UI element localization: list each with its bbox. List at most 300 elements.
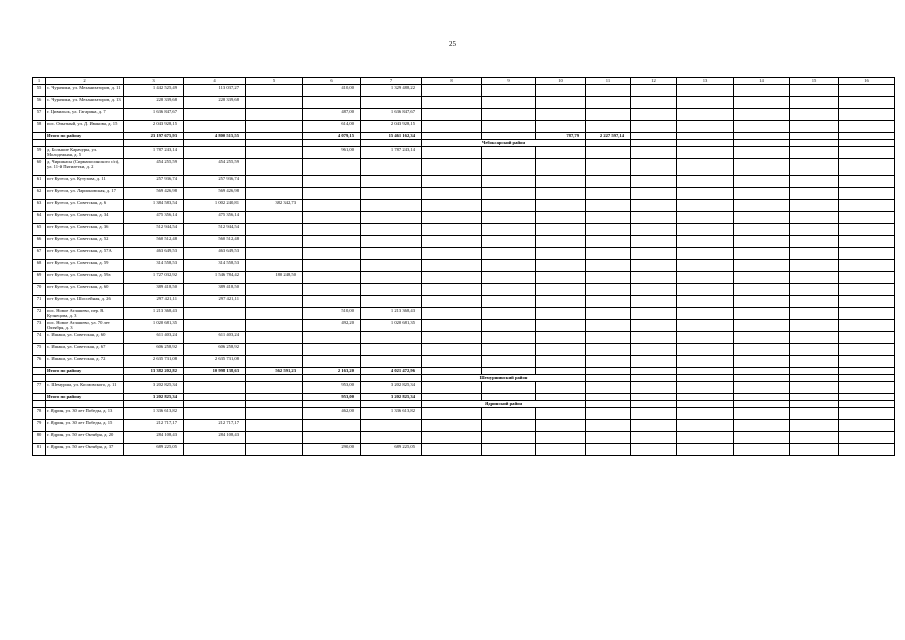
amount-cell: 1 336 613,82 [361, 408, 422, 420]
address-cell: пгт Кугеси, ул. Советская, д. 36 [46, 224, 124, 236]
amount-cell: 2 043 928,15 [124, 121, 184, 133]
amount-cell [631, 176, 677, 188]
row-number [33, 394, 46, 401]
amount-cell: 3 202 825,34 [361, 394, 422, 401]
row-number [33, 368, 46, 375]
amount-cell [839, 97, 895, 109]
amount-cell: 1 020 681,35 [124, 320, 184, 332]
table-cell [361, 375, 422, 382]
amount-cell [361, 432, 422, 444]
table-row [33, 176, 895, 188]
amount-cell: 2 227 597,14 [586, 133, 631, 140]
amount-cell [734, 356, 790, 368]
amount-cell: 492,20 [303, 320, 361, 332]
amount-cell: 212 717,17 [124, 420, 184, 432]
amount-cell [790, 176, 839, 188]
amount-cell [482, 212, 536, 224]
district-header-row [33, 140, 895, 147]
amount-cell: 569 426,98 [184, 188, 246, 200]
amount-cell [677, 200, 734, 212]
amount-cell: 1 727 032,92 [124, 272, 184, 284]
amount-cell [422, 344, 482, 356]
amount-cell [482, 109, 536, 121]
amount-cell [790, 236, 839, 248]
register-table [32, 77, 895, 456]
amount-cell [361, 420, 422, 432]
amount-cell [677, 444, 734, 456]
amount-cell [422, 248, 482, 260]
amount-cell: 1 636 847,67 [361, 109, 422, 121]
amount-cell [790, 320, 839, 332]
amount-cell: 10 998 138,63 [184, 368, 246, 375]
amount-cell [734, 344, 790, 356]
amount-cell [303, 176, 361, 188]
amount-cell [246, 296, 303, 308]
amount-cell [422, 320, 482, 332]
table-cell [734, 140, 790, 147]
amount-cell [246, 432, 303, 444]
amount-cell [677, 133, 734, 140]
amount-cell [482, 121, 536, 133]
amount-cell: 560 512,48 [184, 236, 246, 248]
district-name: Шемуршинский район [422, 375, 586, 382]
amount-cell [734, 97, 790, 109]
amount-cell [631, 212, 677, 224]
amount-cell [677, 159, 734, 176]
address-cell: пгт Кугеси, ул. Кутузова, д. 11 [46, 176, 124, 188]
amount-cell: 2 635 731,08 [124, 356, 184, 368]
amount-cell [631, 133, 677, 140]
amount-cell [631, 382, 677, 394]
amount-cell: 1 336 613,82 [124, 408, 184, 420]
amount-cell: 1 213 368,43 [361, 308, 422, 320]
amount-cell [361, 248, 422, 260]
amount-cell [677, 121, 734, 133]
table-cell [790, 140, 839, 147]
amount-cell [790, 212, 839, 224]
amount-cell [790, 188, 839, 200]
table-cell [677, 140, 734, 147]
amount-cell [422, 133, 482, 140]
amount-cell [246, 121, 303, 133]
table-row [33, 260, 895, 272]
amount-cell [631, 260, 677, 272]
address-cell: пгт Кугеси, ул. Ларионовская, д. 17 [46, 188, 124, 200]
table-row [33, 224, 895, 236]
amount-cell: 562 591,23 [246, 368, 303, 375]
row-number: 77 [33, 382, 46, 394]
amount-cell [839, 332, 895, 344]
amount-cell [631, 188, 677, 200]
address-cell: с. Ишаки, ул. Советская, д. 72 [46, 356, 124, 368]
table-row [33, 382, 895, 394]
table-cell [790, 375, 839, 382]
amount-cell [734, 212, 790, 224]
amount-cell [790, 332, 839, 344]
amount-cell [246, 382, 303, 394]
column-number-cell: 5 [246, 78, 303, 85]
amount-cell [422, 356, 482, 368]
address-cell: пгт Кугеси, ул. Советская, д. 60 [46, 284, 124, 296]
amount-cell [631, 248, 677, 260]
amount-cell [361, 159, 422, 176]
amount-cell [631, 85, 677, 97]
table-row [33, 147, 895, 159]
amount-cell [303, 97, 361, 109]
table-cell [790, 401, 839, 408]
amount-cell [734, 188, 790, 200]
address-cell: пгт Кугеси, ул. Советская, д. 59 [46, 260, 124, 272]
amount-cell [839, 408, 895, 420]
amount-cell [536, 368, 586, 375]
amount-cell: 1 636 847,67 [124, 109, 184, 121]
amount-cell: 689 225,05 [361, 444, 422, 456]
amount-cell [184, 382, 246, 394]
amount-cell [246, 97, 303, 109]
amount-cell [734, 260, 790, 272]
amount-cell: 614,00 [303, 121, 361, 133]
amount-cell [839, 121, 895, 133]
amount-cell [482, 368, 536, 375]
amount-cell [246, 212, 303, 224]
amount-cell [839, 308, 895, 320]
amount-cell [790, 147, 839, 159]
row-number: 58 [33, 121, 46, 133]
amount-cell [586, 85, 631, 97]
amount-cell [482, 272, 536, 284]
amount-cell: 228 339,68 [184, 97, 246, 109]
amount-cell [422, 212, 482, 224]
amount-cell [586, 408, 631, 420]
amount-cell [631, 420, 677, 432]
amount-cell [734, 320, 790, 332]
amount-cell [586, 284, 631, 296]
row-number: 79 [33, 420, 46, 432]
amount-cell [631, 159, 677, 176]
amount-cell [586, 296, 631, 308]
amount-cell [631, 284, 677, 296]
amount-cell [536, 121, 586, 133]
address-cell: с. Шемурша, ул. Космовского, д. 11 [46, 382, 124, 394]
amount-cell [631, 408, 677, 420]
address-cell: с. Чурачики, ул. Механизаторов, д. 13 [46, 97, 124, 109]
amount-cell [677, 224, 734, 236]
amount-cell [246, 444, 303, 456]
amount-cell: 787,79 [536, 133, 586, 140]
column-number-cell: 2 [46, 78, 124, 85]
amount-cell: 1 442 525,49 [124, 85, 184, 97]
amount-cell: 512 944,54 [124, 224, 184, 236]
amount-cell [246, 188, 303, 200]
amount-cell [734, 272, 790, 284]
amount-cell [677, 394, 734, 401]
amount-cell [422, 176, 482, 188]
amount-cell [631, 444, 677, 456]
amount-cell [422, 85, 482, 97]
amount-cell [184, 147, 246, 159]
table-cell [631, 375, 677, 382]
amount-cell [586, 356, 631, 368]
amount-cell [734, 368, 790, 375]
amount-cell [734, 444, 790, 456]
amount-cell [482, 320, 536, 332]
amount-cell [790, 109, 839, 121]
amount-cell [361, 212, 422, 224]
amount-cell [790, 408, 839, 420]
amount-cell [586, 320, 631, 332]
amount-cell: 15 461 162,34 [361, 133, 422, 140]
total-label: Итого по району [46, 394, 124, 401]
address-cell: пгт Кугеси, ул. Советская, д. 6 [46, 200, 124, 212]
amount-cell [734, 200, 790, 212]
row-number: 70 [33, 284, 46, 296]
amount-cell [184, 394, 246, 401]
amount-cell [303, 159, 361, 176]
table-row [33, 408, 895, 420]
amount-cell [536, 394, 586, 401]
amount-cell [631, 97, 677, 109]
amount-cell [631, 121, 677, 133]
amount-cell: 510,00 [303, 308, 361, 320]
row-number: 57 [33, 109, 46, 121]
amount-cell: 689 225,05 [124, 444, 184, 456]
amount-cell: 606 258,92 [124, 344, 184, 356]
amount-cell: 1 384 583,54 [124, 200, 184, 212]
amount-cell [536, 296, 586, 308]
amount-cell [839, 368, 895, 375]
row-number: 62 [33, 188, 46, 200]
amount-cell [631, 308, 677, 320]
address-cell: пос. Новое Атлашево, ул. 70 лет Октября, д. 3 [46, 320, 124, 332]
amount-cell [246, 236, 303, 248]
address-cell: г. Ядрин, ул. 30 лет Победы, д. 13 [46, 408, 124, 420]
column-number-cell: 7 [361, 78, 422, 85]
amount-cell [361, 97, 422, 109]
row-number: 65 [33, 224, 46, 236]
amount-cell: 257 936,74 [124, 176, 184, 188]
amount-cell [422, 332, 482, 344]
amount-cell: 475 356,14 [184, 212, 246, 224]
amount-cell [246, 248, 303, 260]
amount-cell [839, 432, 895, 444]
amount-cell [839, 224, 895, 236]
amount-cell [586, 159, 631, 176]
amount-cell [790, 394, 839, 401]
amount-cell [246, 394, 303, 401]
amount-cell [422, 109, 482, 121]
amount-cell: 1 213 368,43 [124, 308, 184, 320]
amount-cell [361, 356, 422, 368]
district-total-row [33, 368, 895, 375]
row-number: 61 [33, 176, 46, 188]
amount-cell [839, 320, 895, 332]
amount-cell: 3 202 825,34 [124, 394, 184, 401]
amount-cell [536, 212, 586, 224]
table-cell [303, 375, 361, 382]
amount-cell [303, 344, 361, 356]
amount-cell [482, 224, 536, 236]
amount-cell [586, 224, 631, 236]
row-number: 74 [33, 332, 46, 344]
amount-cell [246, 159, 303, 176]
amount-cell [631, 272, 677, 284]
amount-cell: 611 403,24 [124, 332, 184, 344]
amount-cell [482, 344, 536, 356]
amount-cell [734, 236, 790, 248]
amount-cell [361, 224, 422, 236]
amount-cell: 1 020 681,35 [361, 320, 422, 332]
amount-cell [631, 332, 677, 344]
amount-cell [790, 344, 839, 356]
amount-cell [361, 188, 422, 200]
address-cell: г. Ядрин, ул. 50 лет Октября, д. 37 [46, 444, 124, 456]
row-number: 63 [33, 200, 46, 212]
table-row [33, 332, 895, 344]
address-cell: пгт Кугеси, ул. Советская, д. 59а [46, 272, 124, 284]
table-cell [734, 401, 790, 408]
amount-cell [734, 224, 790, 236]
table-row [33, 248, 895, 260]
amount-cell [536, 444, 586, 456]
amount-cell [790, 248, 839, 260]
amount-cell [677, 320, 734, 332]
amount-cell [734, 420, 790, 432]
amount-cell [246, 260, 303, 272]
amount-cell [482, 133, 536, 140]
amount-cell [631, 344, 677, 356]
amount-cell [586, 368, 631, 375]
amount-cell [536, 188, 586, 200]
amount-cell [790, 224, 839, 236]
amount-cell [734, 133, 790, 140]
amount-cell [422, 420, 482, 432]
amount-cell [677, 147, 734, 159]
amount-cell [677, 296, 734, 308]
amount-cell: 1 002 240,81 [184, 200, 246, 212]
amount-cell [839, 188, 895, 200]
amount-cell [586, 332, 631, 344]
amount-cell [790, 272, 839, 284]
amount-cell [422, 308, 482, 320]
amount-cell [839, 284, 895, 296]
amount-cell [246, 408, 303, 420]
table-cell [124, 375, 184, 382]
amount-cell [246, 344, 303, 356]
amount-cell [246, 332, 303, 344]
district-total-row [33, 133, 895, 140]
row-number: 69 [33, 272, 46, 284]
amount-cell [586, 248, 631, 260]
amount-cell [482, 236, 536, 248]
amount-cell [361, 332, 422, 344]
amount-cell [422, 260, 482, 272]
amount-cell [586, 382, 631, 394]
amount-cell [536, 432, 586, 444]
amount-cell: 462,00 [303, 408, 361, 420]
row-number: 68 [33, 260, 46, 272]
amount-cell [839, 176, 895, 188]
amount-cell [536, 408, 586, 420]
row-number: 73 [33, 320, 46, 332]
amount-cell [677, 272, 734, 284]
amount-cell: 1 787 243,14 [124, 147, 184, 159]
column-number-cell: 16 [839, 78, 895, 85]
column-number-cell: 13 [677, 78, 734, 85]
amount-cell [734, 284, 790, 296]
table-cell [33, 140, 46, 147]
amount-cell [734, 121, 790, 133]
amount-cell [536, 176, 586, 188]
amount-cell [734, 248, 790, 260]
amount-cell [482, 332, 536, 344]
amount-cell [482, 97, 536, 109]
amount-cell [303, 212, 361, 224]
amount-cell [631, 200, 677, 212]
amount-cell [734, 394, 790, 401]
amount-cell [631, 394, 677, 401]
table-row [33, 320, 895, 332]
amount-cell [361, 272, 422, 284]
amount-cell [422, 272, 482, 284]
amount-cell [677, 368, 734, 375]
amount-cell [482, 260, 536, 272]
amount-cell [536, 356, 586, 368]
table-cell [246, 375, 303, 382]
amount-cell [303, 332, 361, 344]
amount-cell: 228 339,68 [124, 97, 184, 109]
table-row [33, 344, 895, 356]
amount-cell: 606 258,92 [184, 344, 246, 356]
column-number-cell: 9 [482, 78, 536, 85]
row-number: 66 [33, 236, 46, 248]
amount-cell [790, 356, 839, 368]
amount-cell [839, 444, 895, 456]
table-cell [734, 375, 790, 382]
amount-cell: 297 421,11 [124, 296, 184, 308]
table-cell [33, 375, 46, 382]
amount-cell: 284 108,43 [124, 432, 184, 444]
amount-cell [422, 408, 482, 420]
amount-cell [839, 356, 895, 368]
amount-cell [734, 159, 790, 176]
row-number: 56 [33, 97, 46, 109]
amount-cell: 410,00 [303, 85, 361, 97]
amount-cell [586, 420, 631, 432]
amount-cell [536, 147, 586, 159]
address-cell: г. Цивильск, ул. Гагарина, д. 7 [46, 109, 124, 121]
amount-cell [536, 260, 586, 272]
amount-cell [790, 432, 839, 444]
amount-cell: 487,00 [303, 109, 361, 121]
amount-cell [631, 224, 677, 236]
amount-cell [839, 296, 895, 308]
row-number: 71 [33, 296, 46, 308]
amount-cell [586, 147, 631, 159]
row-number: 75 [33, 344, 46, 356]
amount-cell: 475 356,14 [124, 212, 184, 224]
amount-cell [734, 432, 790, 444]
district-header-row [33, 375, 895, 382]
amount-cell [361, 236, 422, 248]
amount-cell [536, 109, 586, 121]
district-name: Чебоксарский район [422, 140, 586, 147]
amount-cell [422, 159, 482, 176]
table-cell [184, 375, 246, 382]
amount-cell [839, 159, 895, 176]
column-number-cell: 1 [33, 78, 46, 85]
amount-cell [586, 97, 631, 109]
amount-cell [631, 236, 677, 248]
